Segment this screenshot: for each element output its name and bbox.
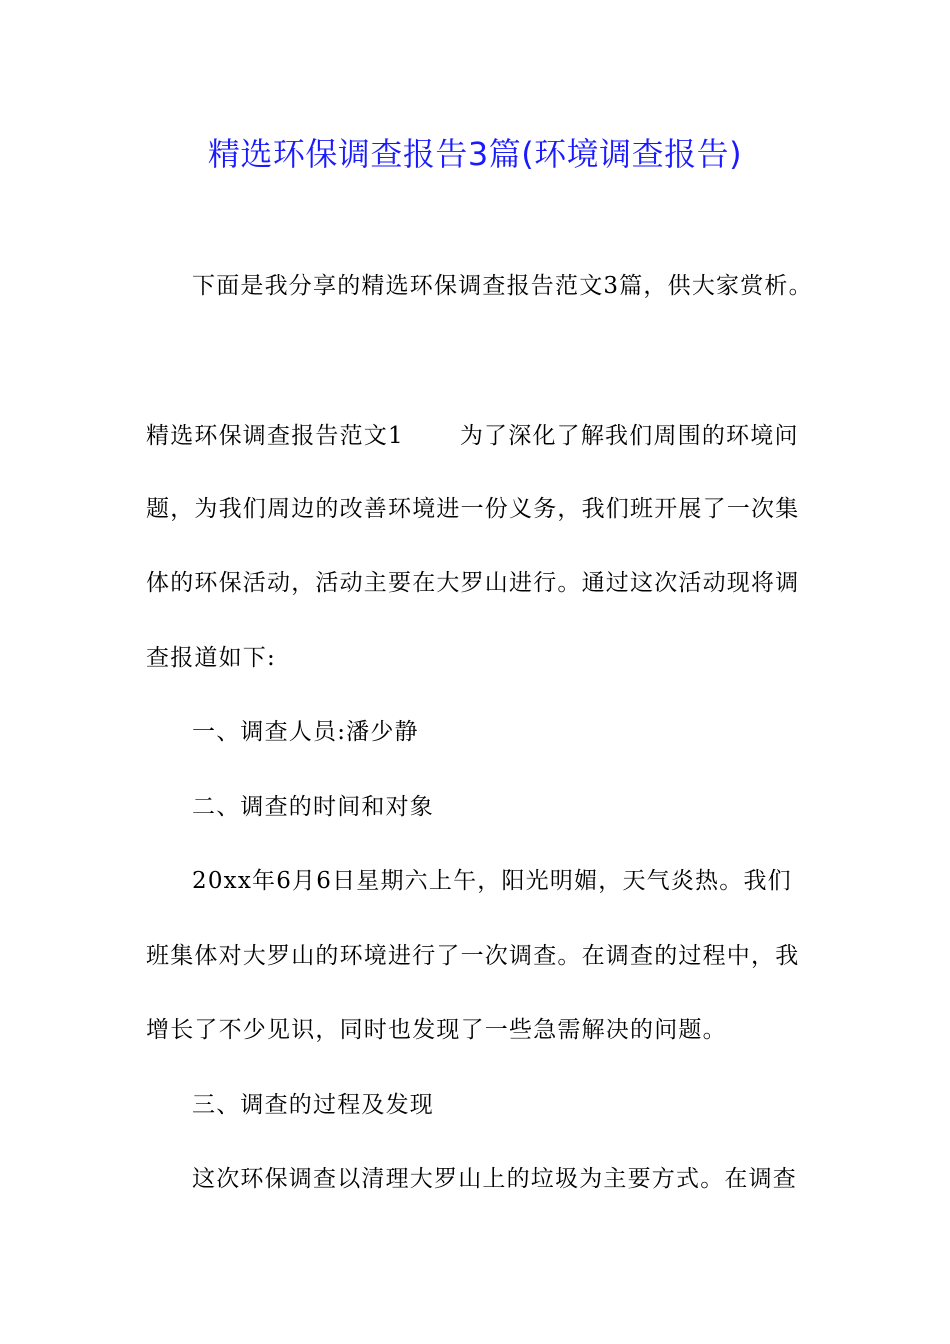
para3-line1: 这次环保调查以清理大罗山上的垃圾为主要方式。在调查 [192, 1166, 797, 1192]
section-heading-3: 三、调查的过程及发现 [192, 1092, 434, 1118]
para2-line3: 增长了不少见识，同时也发现了一些急需解决的问题。 [146, 1017, 727, 1043]
intro-paragraph: 下面是我分享的精选环保调查报告范文3篇，供大家赏析。 [192, 273, 813, 299]
para1-line4: 查报道如下: [146, 645, 276, 671]
essay-heading: 精选环保调查报告范文1 [146, 423, 404, 449]
document-title: 精选环保调查报告3篇(环境调查报告) [207, 135, 743, 173]
section-heading-2: 二、调查的时间和对象 [192, 794, 434, 820]
section-heading-1: 一、调查人员:潘少静 [192, 719, 419, 745]
para1-line1 [146, 418, 806, 454]
para1-line2: 题，为我们周边的改善环境进一份义务，我们班开展了一次集 [146, 496, 800, 522]
para2-line2: 班集体对大罗山的环境进行了一次调查。在调查的过程中，我 [146, 943, 800, 969]
para2-line1: 20xx年6月6日星期六上午，阳光明媚，天气炎热。我们 [192, 868, 792, 894]
para1-line1-text: 为了深化了解我们周围的环境问 [459, 423, 799, 449]
para1-line3: 体的环保活动，活动主要在大罗山进行。通过这次活动现将调 [146, 570, 800, 596]
